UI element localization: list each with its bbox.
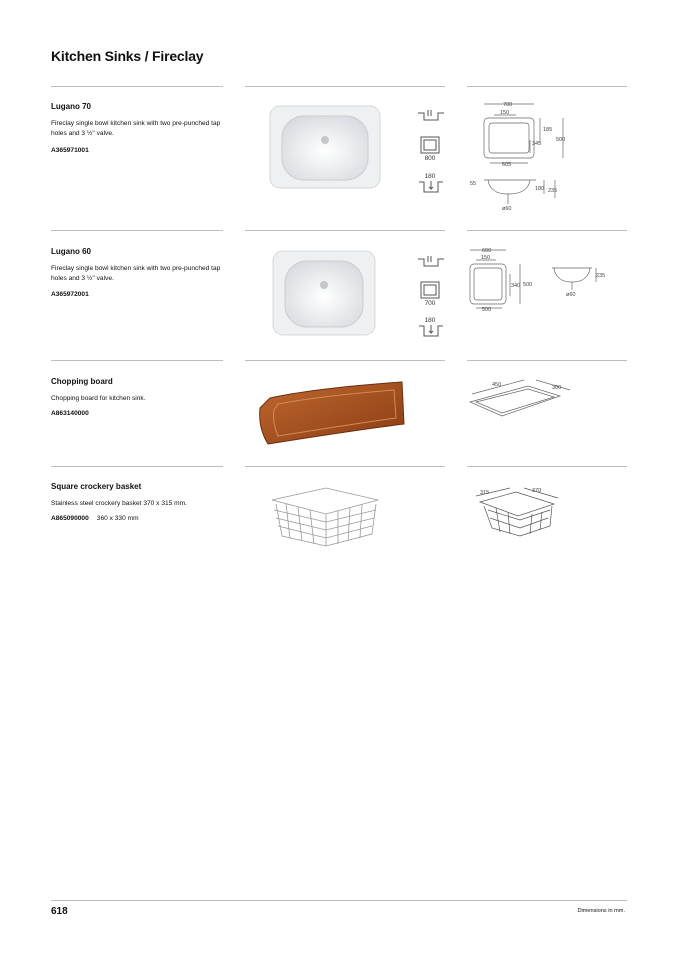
product-code: A863140000 [51, 410, 89, 417]
depth-icon [416, 170, 446, 196]
product-name: Lugano 70 [51, 102, 92, 111]
dim-label: 150 [500, 110, 510, 116]
product-size: 360 x 330 mm [96, 515, 139, 522]
dim-label: 450 [492, 382, 502, 388]
dim-label: 345 [532, 141, 542, 147]
section-rule [467, 466, 627, 467]
product-description: Fireclay single bowl kitchen sink with two pre-punched tap holes and 3 ½" valve. [51, 265, 221, 282]
depth-icon [416, 314, 446, 340]
dim-label: ø60 [502, 206, 512, 212]
lugano-60-technical-drawing [466, 244, 610, 316]
dim-label: 185 [543, 127, 553, 133]
section-rule [245, 230, 445, 231]
dim-label: 600 [482, 248, 492, 254]
section-rule [467, 230, 627, 231]
dim-label: 300 [552, 385, 562, 391]
dim-label: 55 [470, 181, 477, 187]
section-rule [51, 466, 223, 467]
page-number: 618 [51, 906, 68, 917]
cabinet-width-icon [419, 136, 441, 162]
lugano-60-sink-image [271, 249, 377, 337]
section-rule [51, 86, 223, 87]
product-name: Square crockery basket [51, 482, 142, 491]
lugano-70-sink-image [268, 104, 382, 190]
section-rule [467, 86, 627, 87]
footer-rule [51, 900, 627, 901]
section-rule [467, 360, 627, 361]
product-code-value: A865090000 [51, 515, 89, 522]
dim-label: 500 [482, 307, 492, 313]
cabinet-width-icon [419, 281, 441, 307]
section-rule [245, 86, 445, 87]
dim-label: 500 [556, 137, 566, 143]
product-name: Chopping board [51, 377, 113, 386]
dim-label: 500 [523, 282, 533, 288]
section-rule [51, 360, 223, 361]
dim-label: ø60 [566, 292, 576, 298]
undermount-icon [416, 254, 446, 270]
undermount-icon [416, 108, 446, 124]
cabinet-width-label: 800 [424, 155, 436, 162]
product-code: A365971001 [51, 147, 89, 154]
section-rule [245, 466, 445, 467]
dim-label: 235 [596, 273, 606, 279]
chopping-board-drawing [466, 376, 578, 422]
section-rule [245, 360, 445, 361]
dim-label: 180 [535, 186, 545, 192]
depth-label: 180 [424, 317, 436, 324]
dim-label: 315 [480, 490, 490, 496]
crockery-basket-drawing [470, 482, 566, 542]
page-title: Kitchen Sinks / Fireclay [51, 48, 204, 64]
depth-label: 180 [424, 173, 436, 180]
lugano-70-technical-drawing [470, 98, 580, 214]
dim-label: 150 [481, 255, 491, 261]
product-description: Fireclay single bowl kitchen sink with two pre-punched tap holes and 3 ½" valve. [51, 120, 221, 137]
product-description: Stainless steel crockery basket 370 x 315 mm. [51, 500, 187, 507]
product-code [51, 515, 139, 522]
dim-label: 605 [502, 162, 512, 168]
cabinet-width-label: 700 [424, 300, 436, 307]
dim-label: 235 [548, 188, 558, 194]
dim-label: 340 [511, 283, 521, 289]
product-name: Lugano 60 [51, 247, 92, 256]
dim-label: 370 [532, 488, 542, 494]
product-description: Chopping board for kitchen sink. [51, 395, 146, 402]
dim-label: 700 [503, 102, 513, 108]
footer-note: Dimensions in mm. [577, 908, 625, 914]
chopping-board-image [256, 378, 408, 450]
crockery-basket-image [268, 484, 382, 550]
section-rule [51, 230, 223, 231]
product-code: A365972001 [51, 291, 89, 298]
